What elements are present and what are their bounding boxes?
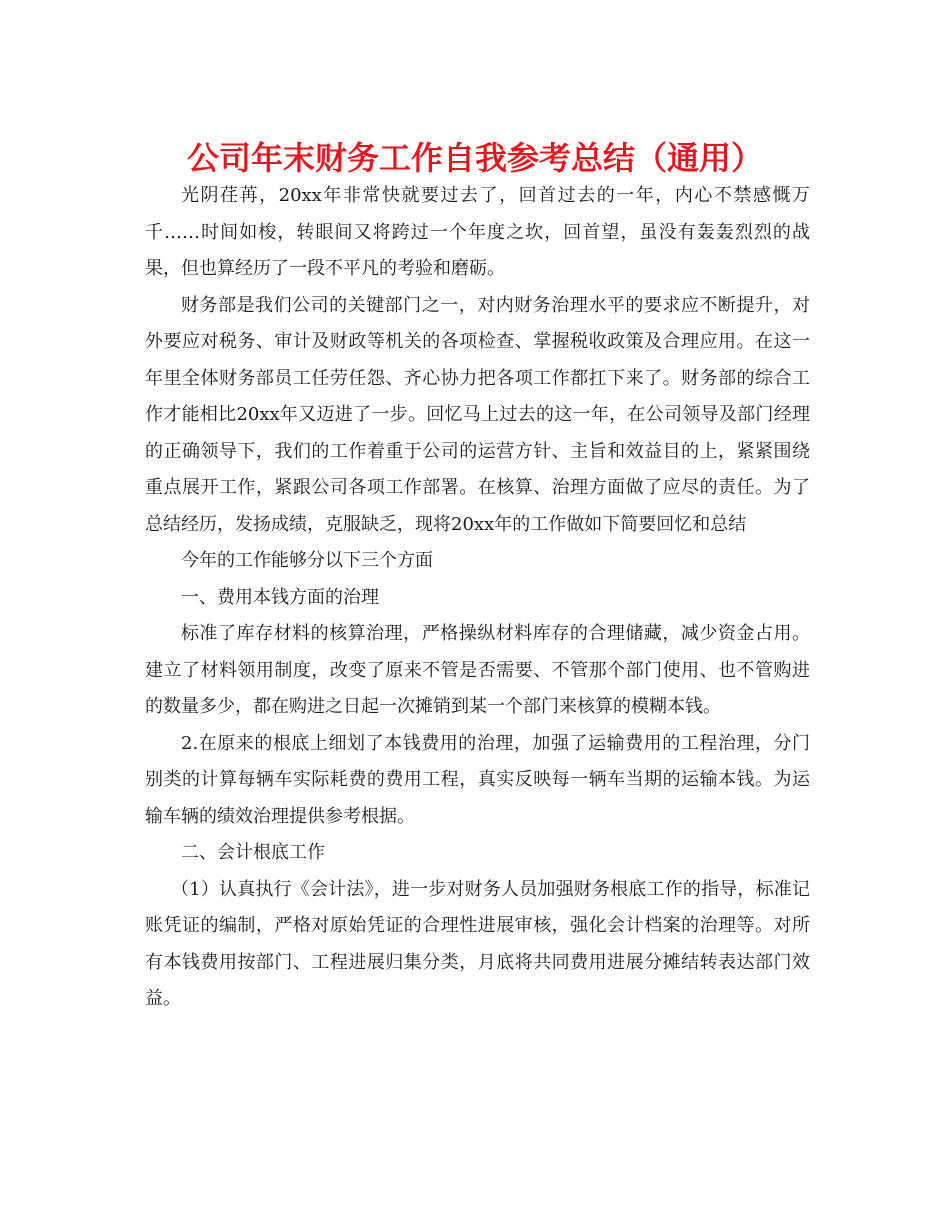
section-heading-accounting-basics: 二、会计根底工作 xyxy=(181,842,325,863)
section-heading-cost-management: 一、费用本钱方面的治理 xyxy=(181,586,379,608)
paragraph-accounting-law: （1）认真执行《会计法》，进一步对财务人员加强财务根底工作的指导，标准记账凭证的编制，严格对原始凭证的合理性进展审核，强化会计档案的治理等。对所有本钱费用按部门、工程进展归集分类，月底将共同费用进展分摊结转表达部门效益。 xyxy=(145,878,810,1009)
document-title: 公司年末财务工作自我参考总结（通用） xyxy=(186,139,763,177)
paragraph-inventory-management: 标准了库存材料的核算治理，严格操纵材料库存的合理储藏，减少资金占用。建立了材料领用制度，改变了原来不管是否需要、不管那个部门使用、也不管购进的数量多少，都在购进之日起一次摊销到某一个部门来核算的模糊本钱。 xyxy=(145,623,810,717)
paragraph-three-aspects: 今年的工作能够分以下三个方面 xyxy=(181,550,433,571)
paragraph-intro: 光阴荏苒，20xx年非常快就要过去了，回首过去的一年，内心不禁感慨万千……时间如梭，转眼间又将跨过一个年度之坎，回首望，虽没有轰轰烈烈的战果，但也算经历了一段不平凡的考验和磨砺。 xyxy=(145,185,810,279)
document-body xyxy=(145,178,810,1018)
paragraph-finance-department: 财务部是我们公司的关键部门之一，对内财务治理水平的要求应不断提升，对外要应对税务、审计及财政等机关的各项检查、掌握税收政策及合理应用。在这一年里全体财务部员工任劳任怨、齐心协力把各项工作都扛下来了。财务部的综合工作才能相比20xx年又迈进了一步。回忆马上过去的这一年，在公司领导及部门经理的正确领导下，我们的工作着重于公司的运营方针、主旨和效益目的上，紧紧围绕重点展开工作，紧跟公司各项工作部署。在核算、治理方面做了应尽的责任。为了总结经历，发扬成绩，克服缺乏，现将20xx年的工作做如下简要回忆和总结 xyxy=(145,294,810,535)
paragraph-transport-costs: 2.在原来的根底上细划了本钱费用的治理，加强了运输费用的工程治理，分门别类的计算每辆车实际耗费的费用工程，真实反映每一辆车当期的运输本钱。为运输车辆的绩效治理提供参考根据。 xyxy=(145,732,810,827)
